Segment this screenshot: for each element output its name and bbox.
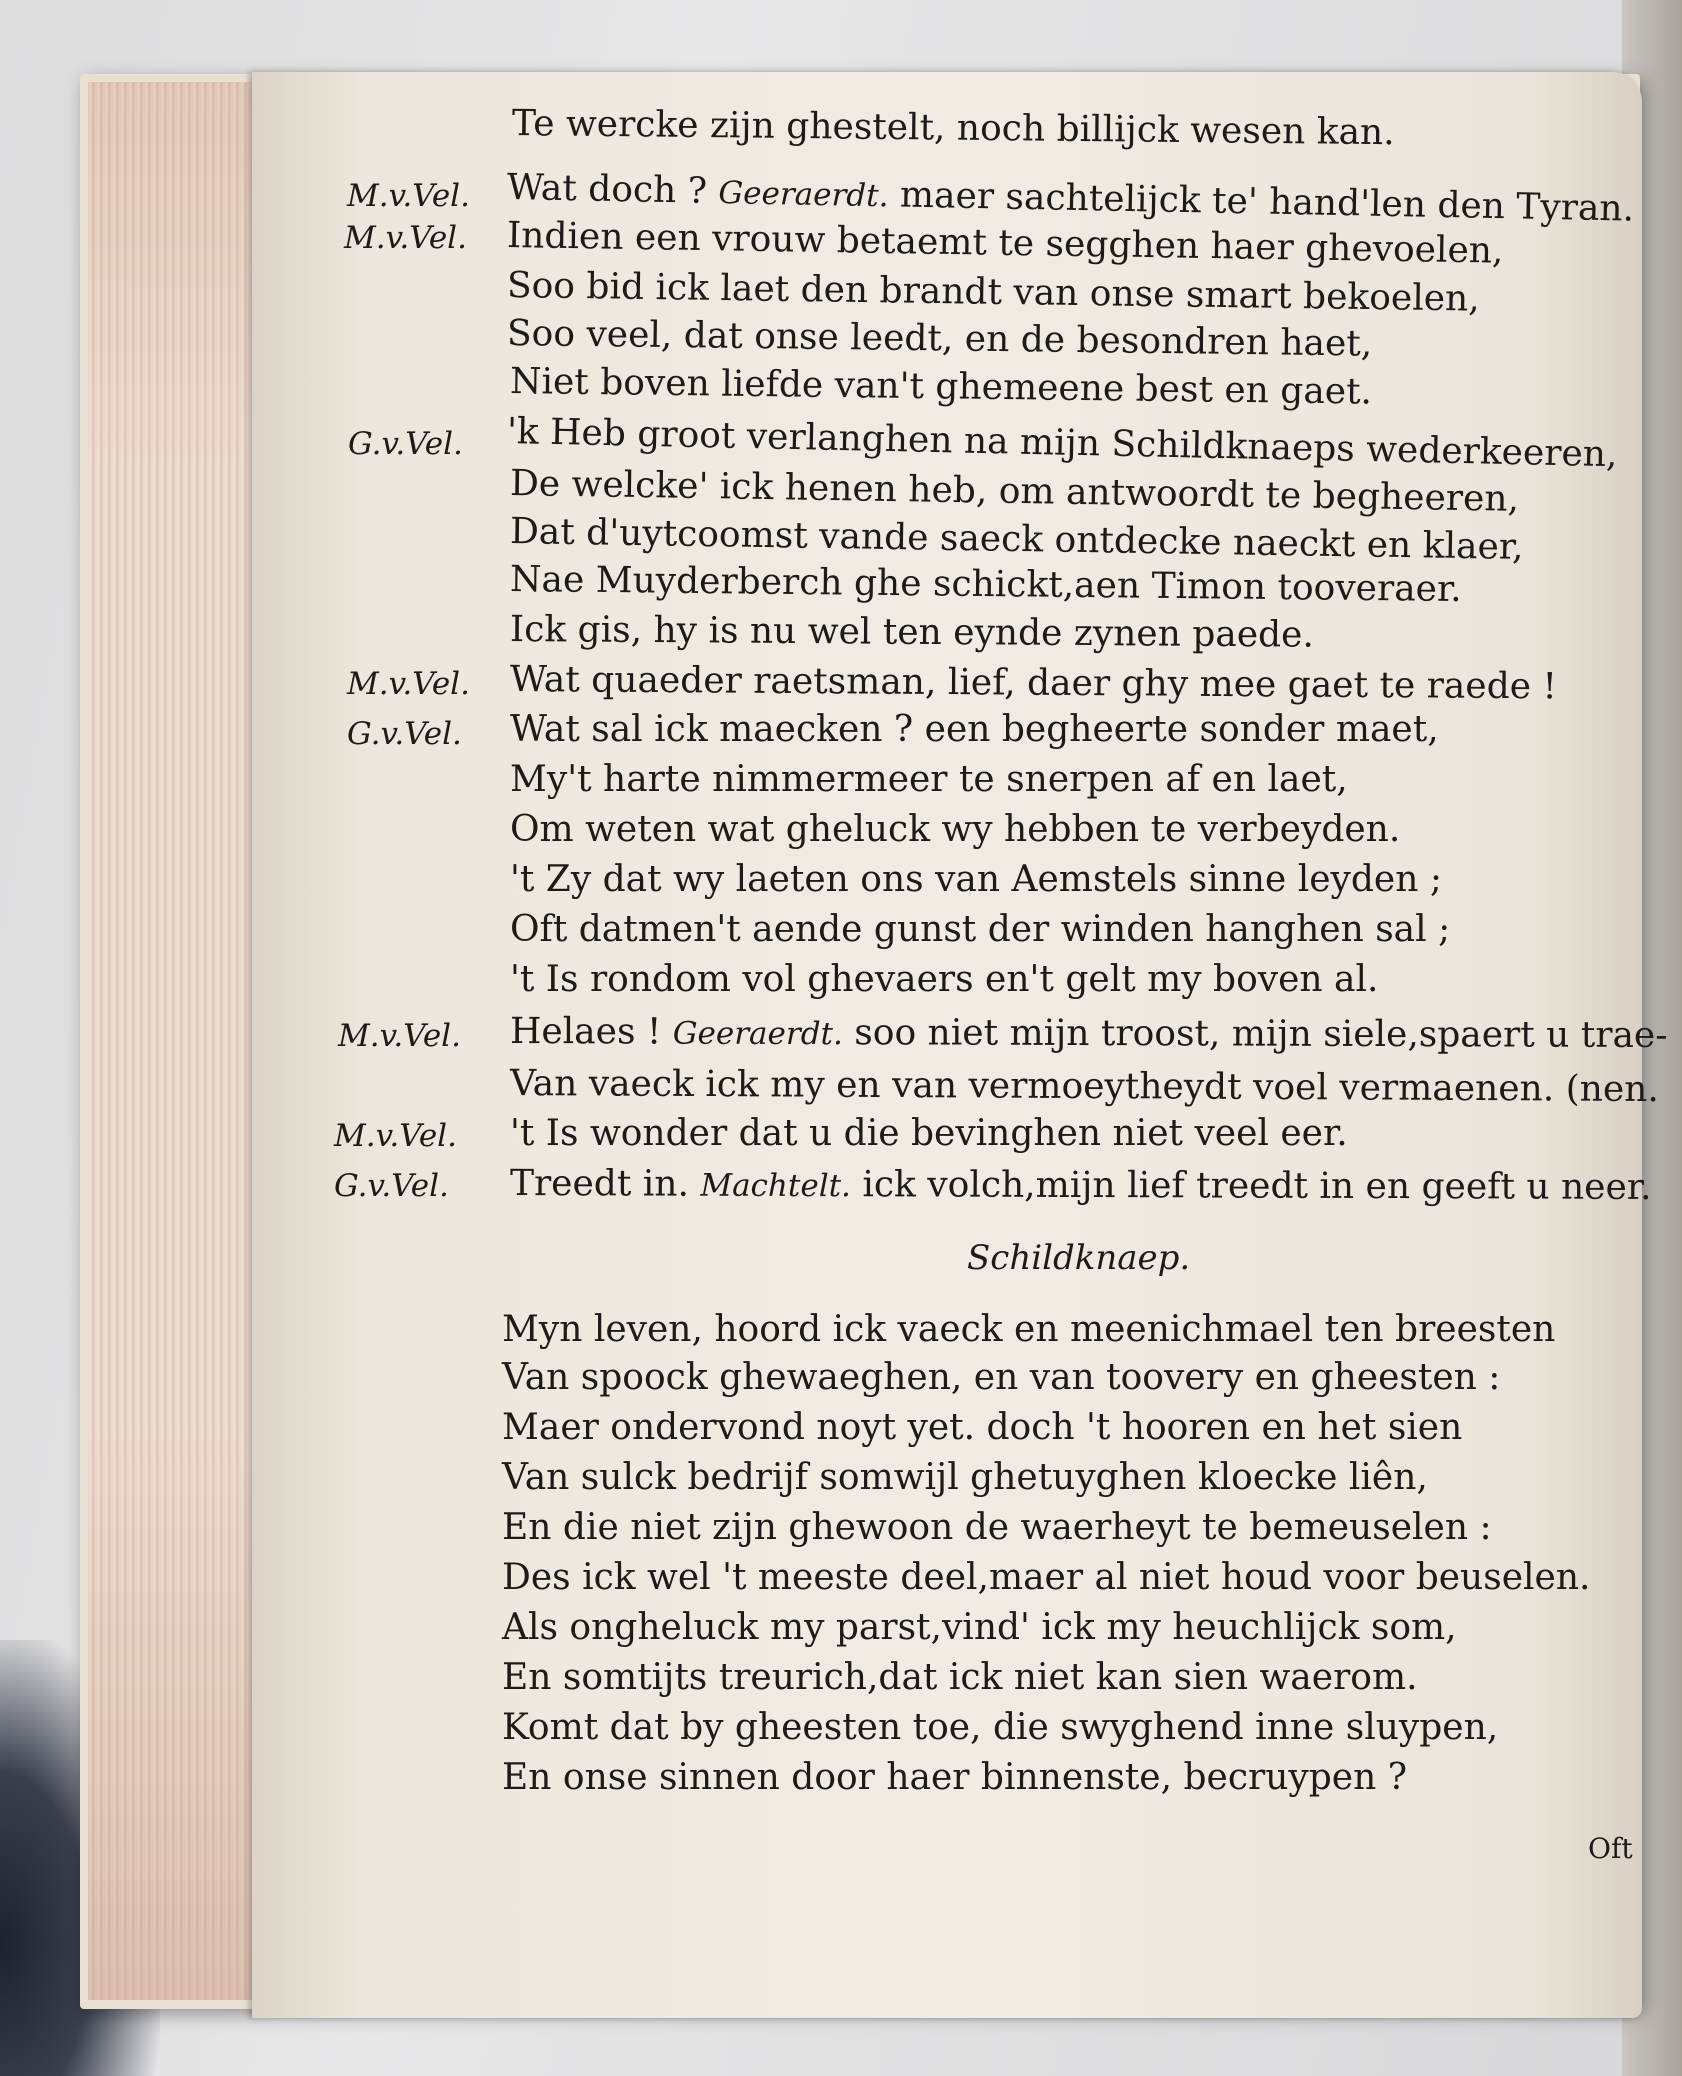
verse-line: 't Zy dat wy laeten ons van Aemstels sinne leyden ; <box>510 859 1442 900</box>
verse-line: Komt dat by gheesten toe, die swyghend inne sluypen, <box>502 1707 1499 1748</box>
verse-line: Nae Muyderberch ghe schickt,aen Timon tooveraer. <box>509 559 1462 610</box>
verse-line: Van spoock ghewaeghen, en van toovery en gheesten : <box>502 1357 1501 1398</box>
verse-line: Van vaeck ick my en van vermoeytheydt voel vermaenen. (nen. <box>509 1063 1659 1111</box>
verse-line: Niet boven liefde van't ghemeene best en gaet. <box>509 361 1373 413</box>
catchword: Oft <box>1588 1832 1633 1865</box>
speaker-label: G.v.Vel. <box>334 1168 449 1204</box>
verse-line: Oft datmen't aende gunst der winden hanghen sal ; <box>510 909 1451 950</box>
page-edges <box>88 82 256 2000</box>
verse-line: En onse sinnen door haer binnenste, becruypen ? <box>502 1757 1408 1798</box>
speaker-label: M.v.Vel. <box>347 178 470 214</box>
book-page <box>252 72 1668 2018</box>
verse-line: Om weten wat gheluck wy hebben te verbeyden. <box>510 809 1401 850</box>
verse-line: Dat d'uytcoomst vande saeck ontdecke naeckt en klaer, <box>509 511 1524 568</box>
verse-line: 't Is rondom vol ghevaers en't gelt my boven al. <box>510 959 1379 1000</box>
verse-line: En die niet zijn ghewoon de waerheyt te bemeuselen : <box>502 1507 1492 1548</box>
verse-line: Indien een vrouw betaemt te segghen haer ghevoelen, <box>506 215 1504 272</box>
verse-line: Als ongheluck my parst,vind' ick my heuchlijck som, <box>502 1607 1457 1648</box>
verse-line: Te wercke zijn ghestelt, noch billijck wesen kan. <box>511 103 1395 154</box>
speaker-label: G.v.Vel. <box>348 426 463 462</box>
section-heading: Schildknaep. <box>967 1238 1191 1278</box>
speaker-label: M.v.Vel. <box>334 1118 457 1154</box>
verse-line: Myn leven, hoord ick vaeck en meenichmael ten breesten <box>502 1309 1556 1350</box>
verse-line: Wat quaeder raetsman, lief, daer ghy mee gaet te raede ! <box>509 659 1558 708</box>
verse-line: Soo bid ick laet den brandt van onse smart bekoelen, <box>506 265 1480 320</box>
speaker-label: M.v.Vel. <box>344 220 467 256</box>
verse-line: De welcke' ick henen heb, om antwoordt te begheeren, <box>509 463 1520 520</box>
speaker-label: M.v.Vel. <box>338 1018 461 1054</box>
verse-line: Wat doch ? Geeraerdt. maer sachtelijck te' hand'len den Tyran. <box>506 167 1635 230</box>
verse-line: Wat sal ick maecken ? een begheerte sonder maet, <box>510 709 1439 750</box>
verse-line: Ick gis, hy is nu wel ten eynde zynen paede. <box>509 609 1315 656</box>
verse-line: Helaes ! Geeraerdt. soo niet mijn troost, mijn siele,spaert u trae- <box>509 1011 1668 1057</box>
speaker-label: G.v.Vel. <box>347 716 462 752</box>
verse-line: Maer ondervond noyt yet. doch 't hooren en het sien <box>502 1407 1463 1448</box>
verse-line: 't Is wonder dat u die bevinghen niet veel eer. <box>510 1113 1348 1154</box>
verse-line: My't harte nimmermeer te snerpen af en laet, <box>510 759 1348 800</box>
speaker-label: M.v.Vel. <box>347 666 470 702</box>
verse-line: Treedt in. Machtelt. ick volch,mijn lief treedt in en geeft u neer. <box>509 1163 1652 1208</box>
verse-line: Van sulck bedrijf somwijl ghetuyghen kloecke liên, <box>502 1457 1428 1498</box>
verse-line: 'k Heb groot verlanghen na mijn Schildknaeps wederkeeren, <box>506 411 1618 476</box>
verse-text <box>252 72 1668 2018</box>
verse-line: Des ick wel 't meeste deel,maer al niet houd voor beuselen. <box>502 1557 1591 1598</box>
verse-line: En somtijts treurich,dat ick niet kan sien waerom. <box>502 1657 1418 1698</box>
verse-line: Soo veel, dat onse leedt, en de besondren haet, <box>506 313 1373 365</box>
